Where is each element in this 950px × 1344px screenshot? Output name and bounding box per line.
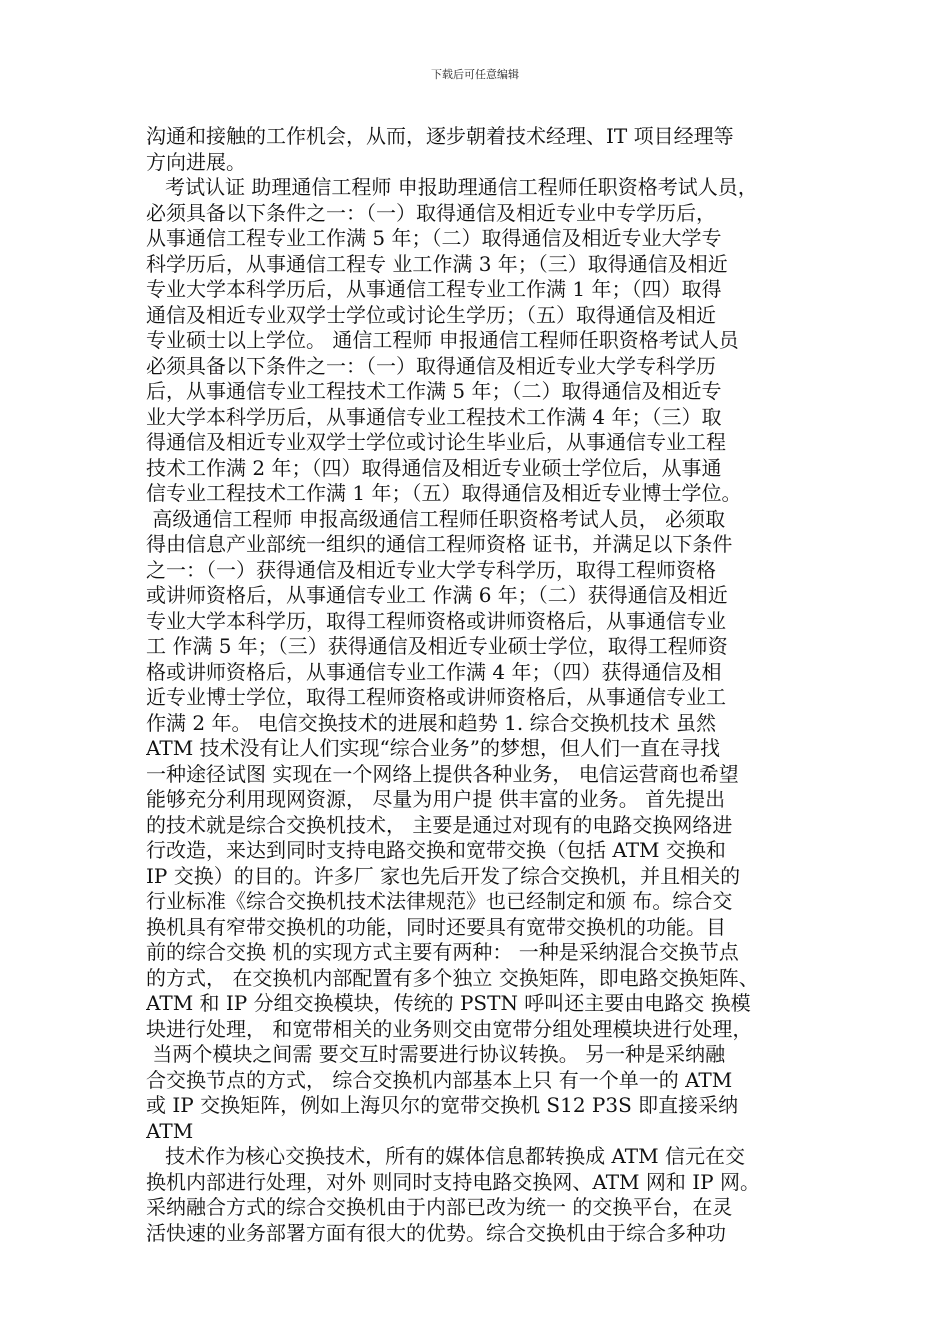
text-line: 沟通和接触的工作机会，从而，逐步朝着技术经理、IT 项目经理等: [146, 124, 734, 148]
page-header: 下载后可任意编辑: [431, 68, 519, 81]
text-line: 前的综合交换 机的实现方式主要有两种： 一种是采纳混合交换节点: [146, 940, 739, 964]
text-line: 信专业工程技术工作满 1 年；（五）取得通信及相近专业博士学位。: [146, 481, 742, 505]
text-line: 得通信及相近专业双学士学位或讨论生毕业后，从事通信专业工程: [146, 430, 726, 454]
text-line: 换机具有窄带交换机的功能，同时还要具有宽带交换机的功能。目: [146, 914, 726, 939]
text-line: 得由信息产业部统一组织的通信工程师资格 证书，并满足以下条件: [146, 532, 733, 556]
text-line: 行业标准《综合交换机技术法律规范》也已经制定和颁 布。综合交: [146, 889, 733, 913]
text-line: 能够充分利用现网资源， 尽量为用户提 供丰富的业务。 首先提出: [146, 787, 726, 811]
text-line: 的方式， 在交换机内部配置有多个独立 交换矩阵，即电路交换矩阵、: [146, 965, 759, 990]
text-line: 格或讲师资格后，从事通信专业工作满 4 年；（四）获得通信及相: [146, 659, 722, 684]
text-line: ATM 技术没有让人们实现“综合业务”的梦想，但人们一直在寻找: [146, 736, 720, 760]
text-line: 或讲师资格后，从事通信专业工 作满 6 年；（二）获得通信及相近: [146, 583, 728, 607]
text-line: 科学历后，从事通信工程专 业工作满 3 年；（三）取得通信及相近: [146, 251, 728, 276]
text-line: 专业大学本科学历，取得工程师资格或讲师资格后，从事通信专业: [146, 608, 726, 633]
text-line: 专业大学本科学历后，从事通信工程专业工作满 1 年；（四）取得: [146, 277, 722, 301]
text-line: 一种途径试图 实现在一个网络上提供各种业务， 电信运营商也希望: [146, 761, 739, 786]
text-line: 技术工作满 2 年；（四）取得通信及相近专业硕士学位后，从事通: [146, 455, 722, 480]
text-line: 业大学本科学历后，从事通信专业工程技术工作满 4 年；（三）取: [146, 404, 722, 429]
text-line: 专业硕士以上学位。 通信工程师 申报通信工程师任职资格考试人员: [146, 328, 739, 352]
text-line: 行改造，来达到同时支持电路交换和宽带交换（包括 ATM 交换和: [146, 838, 726, 862]
text-line: 工 作满 5 年；（三）获得通信及相近专业硕士学位，取得工程师资: [146, 634, 728, 658]
text-line: 必须具备以下条件之一：（一）取得通信及相近专业大学专科学历: [146, 353, 716, 378]
text-line: 之一：（一）获得通信及相近专业大学专科学历，取得工程师资格: [146, 557, 716, 582]
text-line: 近专业博士学位，取得工程师资格或讲师资格后，从事通信专业工: [146, 685, 726, 709]
text-line: 从事通信工程专业工作满 5 年；（二）取得通信及相近专业大学专: [146, 226, 722, 250]
text-line: 合交换节点的方式， 综合交换机内部基本上只 有一个单一的 ATM: [146, 1067, 733, 1092]
text-line: 活快速的业务部署方面有很大的优势。综合交换机由于综合多种功: [146, 1220, 726, 1245]
text-line: 考试认证 助理通信工程师 申报助理通信工程师任职资格考试人员，: [146, 175, 758, 199]
text-line: 块进行处理， 和宽带相关的业务则交由宽带分组处理模块进行处理，: [146, 1016, 753, 1041]
text-line: 后，从事通信专业工程技术工作满 5 年；（二）取得通信及相近专: [146, 379, 722, 403]
text-line: 高级通信工程师 申报高级通信工程师任职资格考试人员， 必须取: [146, 506, 726, 531]
document-body: [146, 124, 822, 1246]
text-line: 采纳融合方式的综合交换机由于内部已改为统一 的交换平台，在灵: [146, 1195, 733, 1219]
text-line: 技术作为核心交换技术，所有的媒体信息都转换成 ATM 信元在交: [146, 1144, 745, 1168]
text-line: 通信及相近专业双学士学位或讨论生学历；（五）取得通信及相近: [146, 302, 716, 327]
text-line: ATM: [146, 1118, 194, 1143]
text-line: 必须具备以下条件之一：（一）取得通信及相近专业中专学历后，: [146, 200, 716, 225]
text-line: 的技术就是综合交换机技术， 主要是通过对现有的电路交换网络进: [146, 812, 733, 837]
text-line: IP 交换）的目的。许多厂 家也先后开发了综合交换机，并且相关的: [146, 863, 741, 888]
text-line: 方向进展。: [146, 149, 246, 174]
text-line: 或 IP 交换矩阵，例如上海贝尔的宽带交换机 S12 P3S 即直接采纳: [146, 1093, 739, 1117]
text-line: 作满 2 年。 电信交换技术的进展和趋势 1. 综合交换机技术 虽然: [146, 710, 716, 735]
text-line: ATM 和 IP 分组交换模块，传统的 PSTN 呼叫还主要由电路交 换模: [146, 991, 751, 1015]
text-line: 当两个模块之间需 要交互时需要进行协议转换。 另一种是采纳融: [146, 1042, 726, 1066]
text-line: 换机内部进行处理，对外 则同时支持电路交换网、ATM 网和 IP 网。: [146, 1169, 760, 1194]
